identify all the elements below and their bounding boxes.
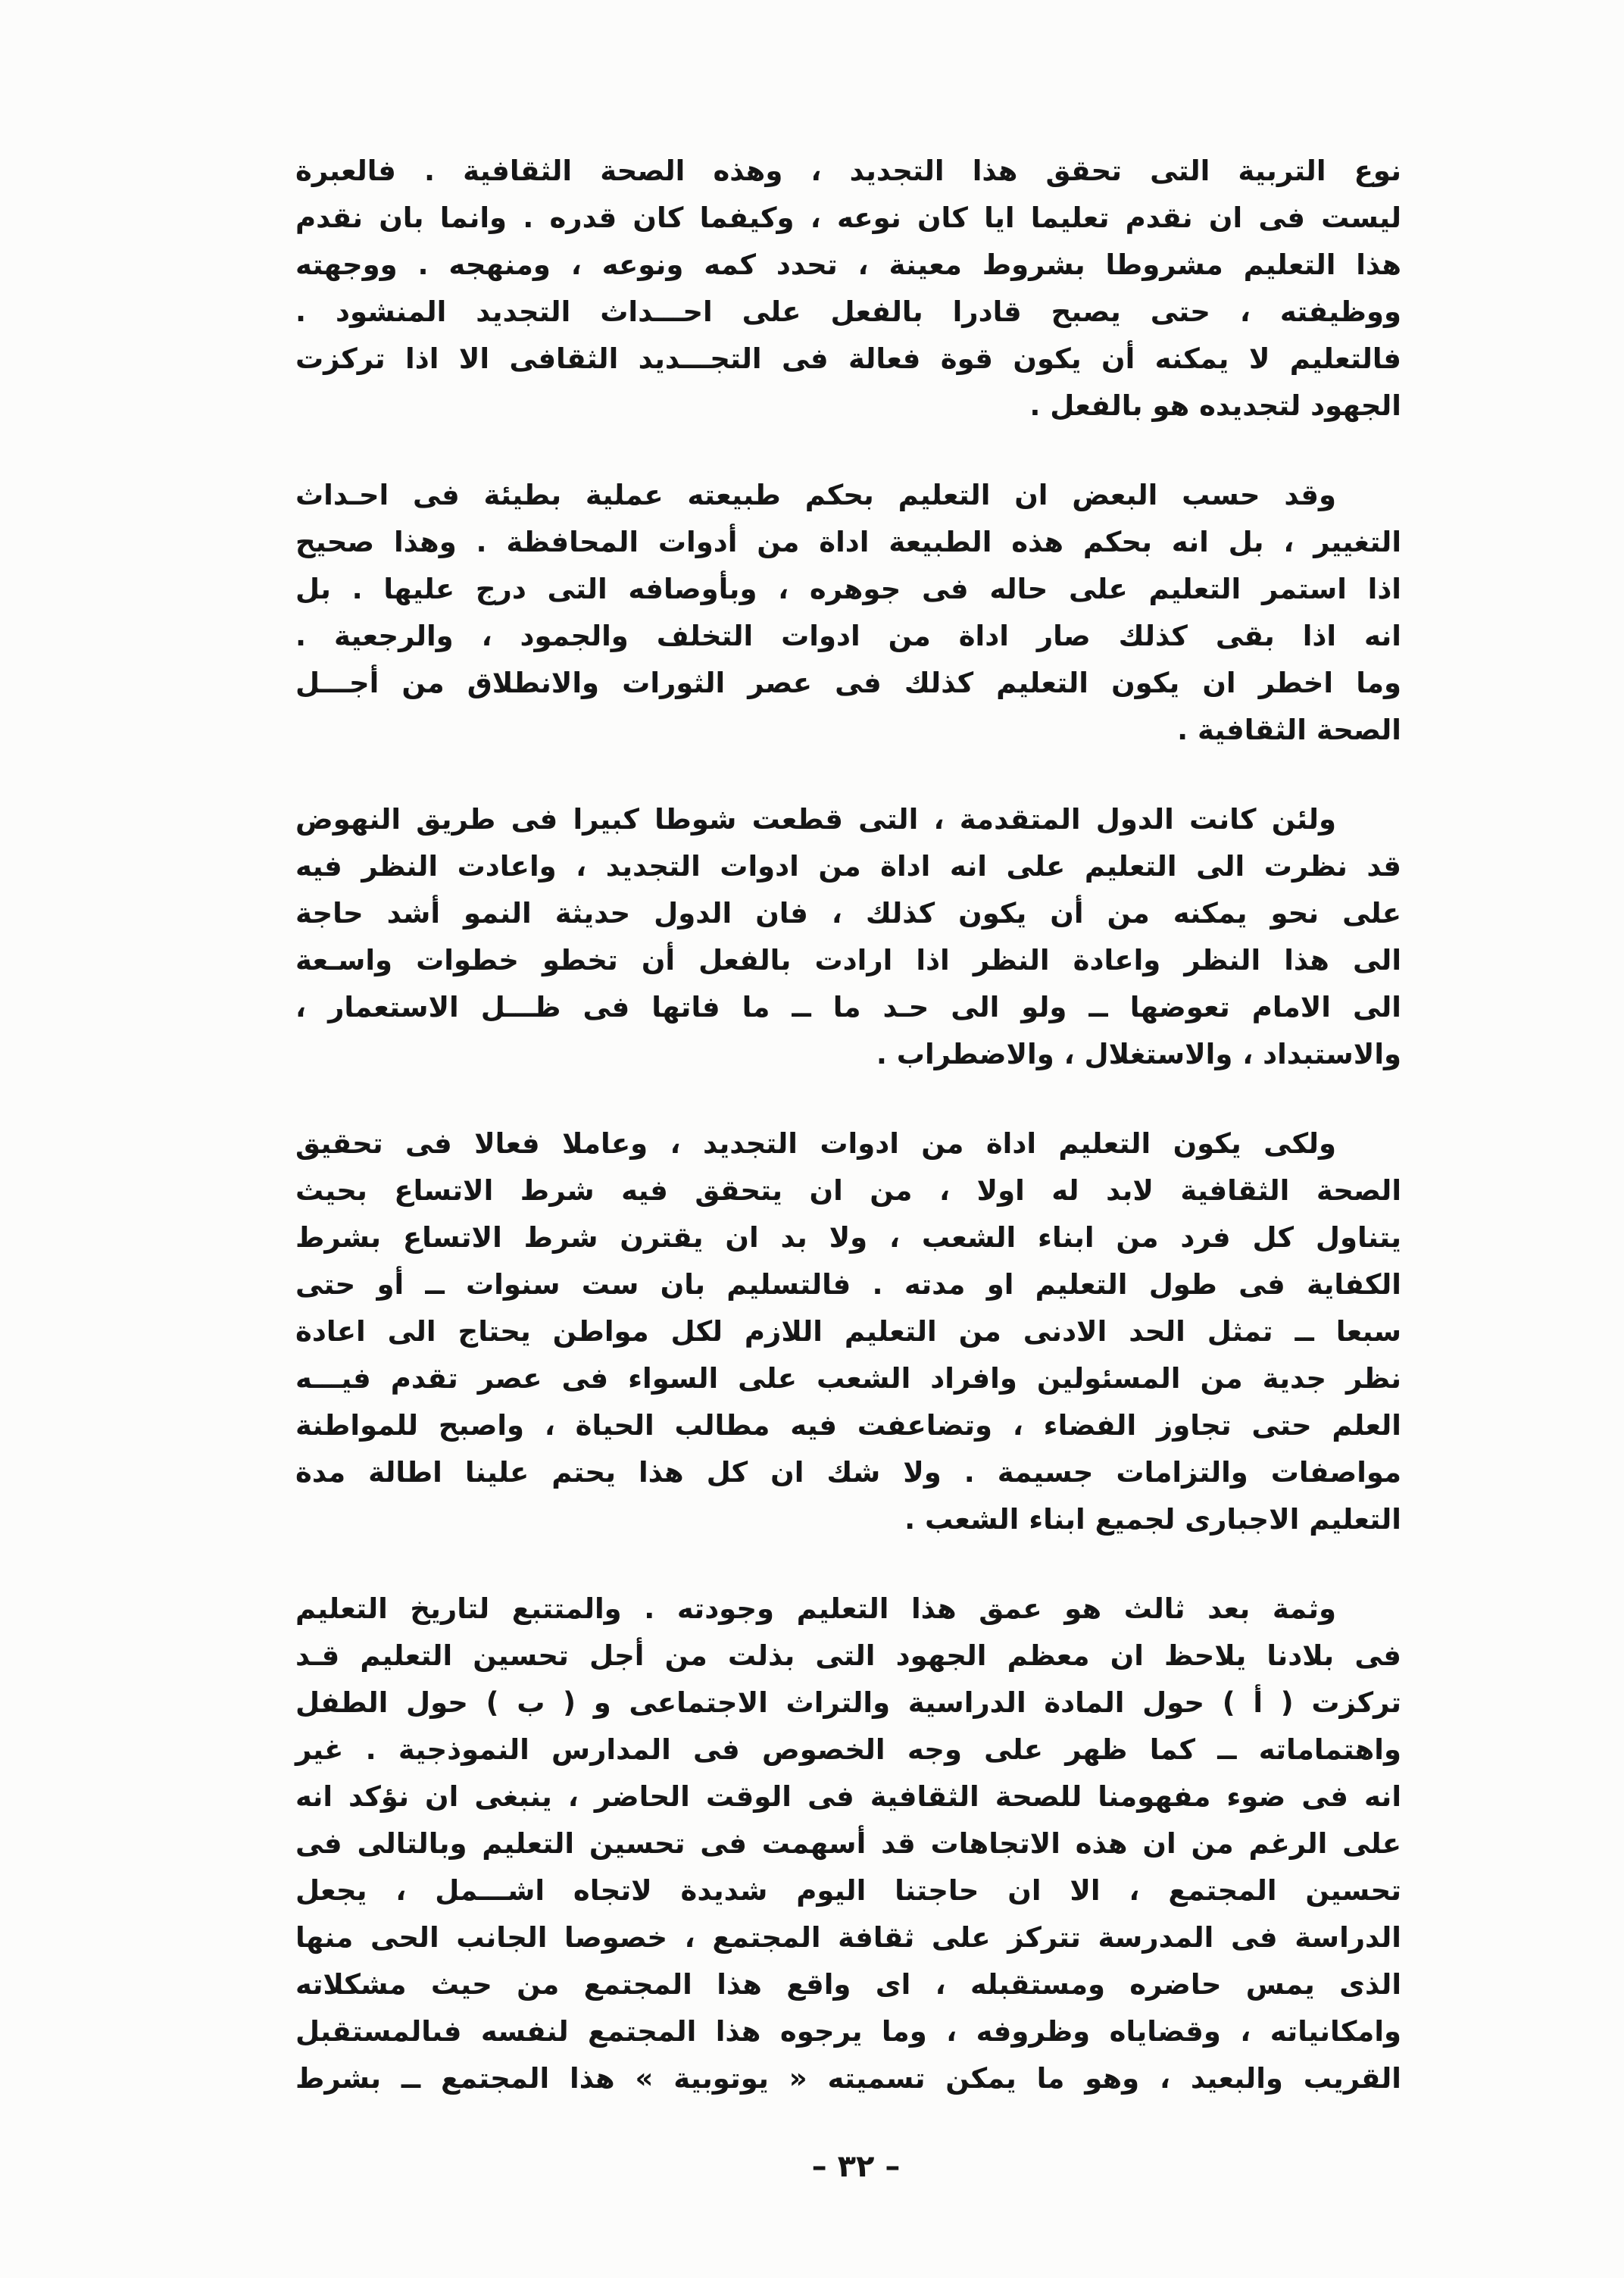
text-line: هذا التعليم مشروطا بشروط معينة ، تحدد كمه ونوعه ، ومنهجه . ووجهته	[295, 248, 1401, 281]
text-line: سبعا ــ تمثل الحد الادنى من التعليم اللازم لكل مواطن يحتاج الى اعادة	[295, 1315, 1401, 1348]
text-line: مواصفات والتزامات جسيمة . ولا شك ان كل هذا يحتم علينا اطالة مدة	[295, 1456, 1401, 1489]
text-line: العلم حتى تجاوز الفضاء ، وتضاعفت فيه مطالب الحياة ، واصبح للمواطنة	[295, 1409, 1401, 1442]
text-line: التغيير ، بل انه بحكم هذه الطبيعة اداة من أدوات المحافظة . وهذا صحيح	[295, 526, 1401, 558]
text-line: الكفاية فى طول التعليم او مدته . فالتسليم بان ست سنوات ــ أو حتى	[295, 1268, 1401, 1301]
text-line: الدراسة فى المدرسة تتركز على ثقافة المجتمع ، خصوصا الجانب الحى منها	[295, 1921, 1401, 1954]
text-line: وقد حسب البعض ان التعليم بحكم طبيعته عملية بطيئة فى احـداث	[295, 479, 1336, 511]
text-line: الصحة الثقافية .	[1177, 714, 1401, 746]
text-line: الى هذا النظر واعادة النظر اذا ارادت بالفعل أن تخطو خطوات واسـعة	[295, 944, 1401, 977]
text-line: انه فى ضوء مفهومنا للصحة الثقافية فى الوقت الحاضر ، ينبغى ان نؤكد انه	[295, 1780, 1401, 1813]
text-line: ووظيفته ، حتى يصبح قادرا بالفعل على احـــداث التجديد المنشود .	[295, 295, 1401, 328]
text-line: نظر جدية من المسئولين وافراد الشعب على السواء فى عصر تقدم فيـــه	[295, 1362, 1401, 1395]
text-line: يتناول كل فرد من ابناء الشعب ، ولا بد ان يقترن شرط الاتساع بشرط	[295, 1221, 1401, 1254]
text-line: نوع التربية التى تحقق هذا التجديد ، وهذه الصحة الثقافية . فالعبرة	[295, 155, 1401, 187]
text-line: على الرغم من ان هذه الاتجاهات قد أسهمت فى تحسين التعليم وبالتالى فى	[295, 1827, 1401, 1860]
text-line: الجهود لتجديده هو بالفعل .	[1029, 389, 1401, 422]
text-line: اذا استمر التعليم على حاله فى جوهره ، وبأوصافه التى درج عليها . بل	[295, 573, 1401, 605]
text-line: والاستبداد ، والاستغلال ، والاضطراب .	[876, 1038, 1401, 1070]
text-line: الى الامام تعوضها ــ ولو الى حـد ما ــ ما فاتها فى ظـــل الاستعمار ،	[295, 991, 1401, 1023]
paragraph-3	[295, 796, 1401, 1078]
text-line: قد نظرت الى التعليم على انه اداة من ادوات التجديد ، واعادت النظر فيه	[295, 850, 1401, 883]
text-line: تركزت ( أ ) حول المادة الدراسية والتراث الاجتماعى و ( ب ) حول الطفل	[295, 1686, 1401, 1719]
text-line: القريب والبعيد ، وهو ما يمكن تسميته « يوتوبية » هذا المجتمع ــ بشرط	[295, 2062, 1401, 2095]
paragraph-4	[295, 1120, 1401, 1543]
text-line: التعليم الاجبارى لجميع ابناء الشعب .	[904, 1503, 1401, 1536]
text-line: فى بلادنا يلاحظ ان معظم الجهود التى بذلت من أجل تحسين التعليم قـد	[295, 1639, 1401, 1672]
text-line: وامكانياته ، وقضاياه وظروفه ، وما يرجوه هذا المجتمع لنفسه فىالمستقبل	[295, 2015, 1401, 2048]
text-line: الذى يمس حاضره ومستقبله ، اى واقع هذا المجتمع من حيث مشكلاته	[295, 1968, 1401, 2001]
paragraph-5	[295, 1586, 1401, 2102]
paragraph-2	[295, 472, 1401, 754]
paragraph-1	[295, 148, 1401, 430]
text-line: وثمة بعد ثالث هو عمق هذا التعليم وجودته . والمتتبع لتاريخ التعليم	[295, 1592, 1336, 1625]
text-line: ولئن كانت الدول المتقدمة ، التى قطعت شوطا كبيرا فى طريق النهوض	[295, 803, 1336, 836]
text-line: على نحو يمكنه من أن يكون كذلك ، فان الدول حديثة النمو أشد حاجة	[295, 897, 1401, 930]
text-line: ليست فى ان نقدم تعليما ايا كان نوعه ، وكيفما كان قدره . وانما بان نقدم	[295, 202, 1401, 234]
page-body-text	[295, 148, 1401, 2102]
text-line: وما اخطر ان يكون التعليم كذلك فى عصر الثورات والانطلاق من أجـــل	[295, 667, 1401, 699]
text-line: انه اذا بقى كذلك صار اداة من ادوات التخلف والجمود ، والرجعية .	[295, 620, 1401, 652]
text-line: تحسين المجتمع ، الا ان حاجتنا اليوم شديدة لاتجاه اشـــمل ، يجعل	[295, 1874, 1401, 1907]
page-number: – ٣٢ –	[811, 2149, 901, 2184]
text-line: واهتماماته ــ كما ظهر على وجه الخصوص فى المدارس النموذجية . غير	[295, 1733, 1401, 1766]
text-line: الصحة الثقافية لابد له اولا ، من ان يتحقق فيه شرط الاتساع بحيث	[295, 1174, 1401, 1207]
text-line: ولكى يكون التعليم اداة من ادوات التجديد ، وعاملا فعالا فى تحقيق	[295, 1127, 1336, 1160]
text-line: فالتعليم لا يمكنه أن يكون قوة فعالة فى التجـــديد الثقافى الا اذا تركزت	[295, 342, 1401, 375]
